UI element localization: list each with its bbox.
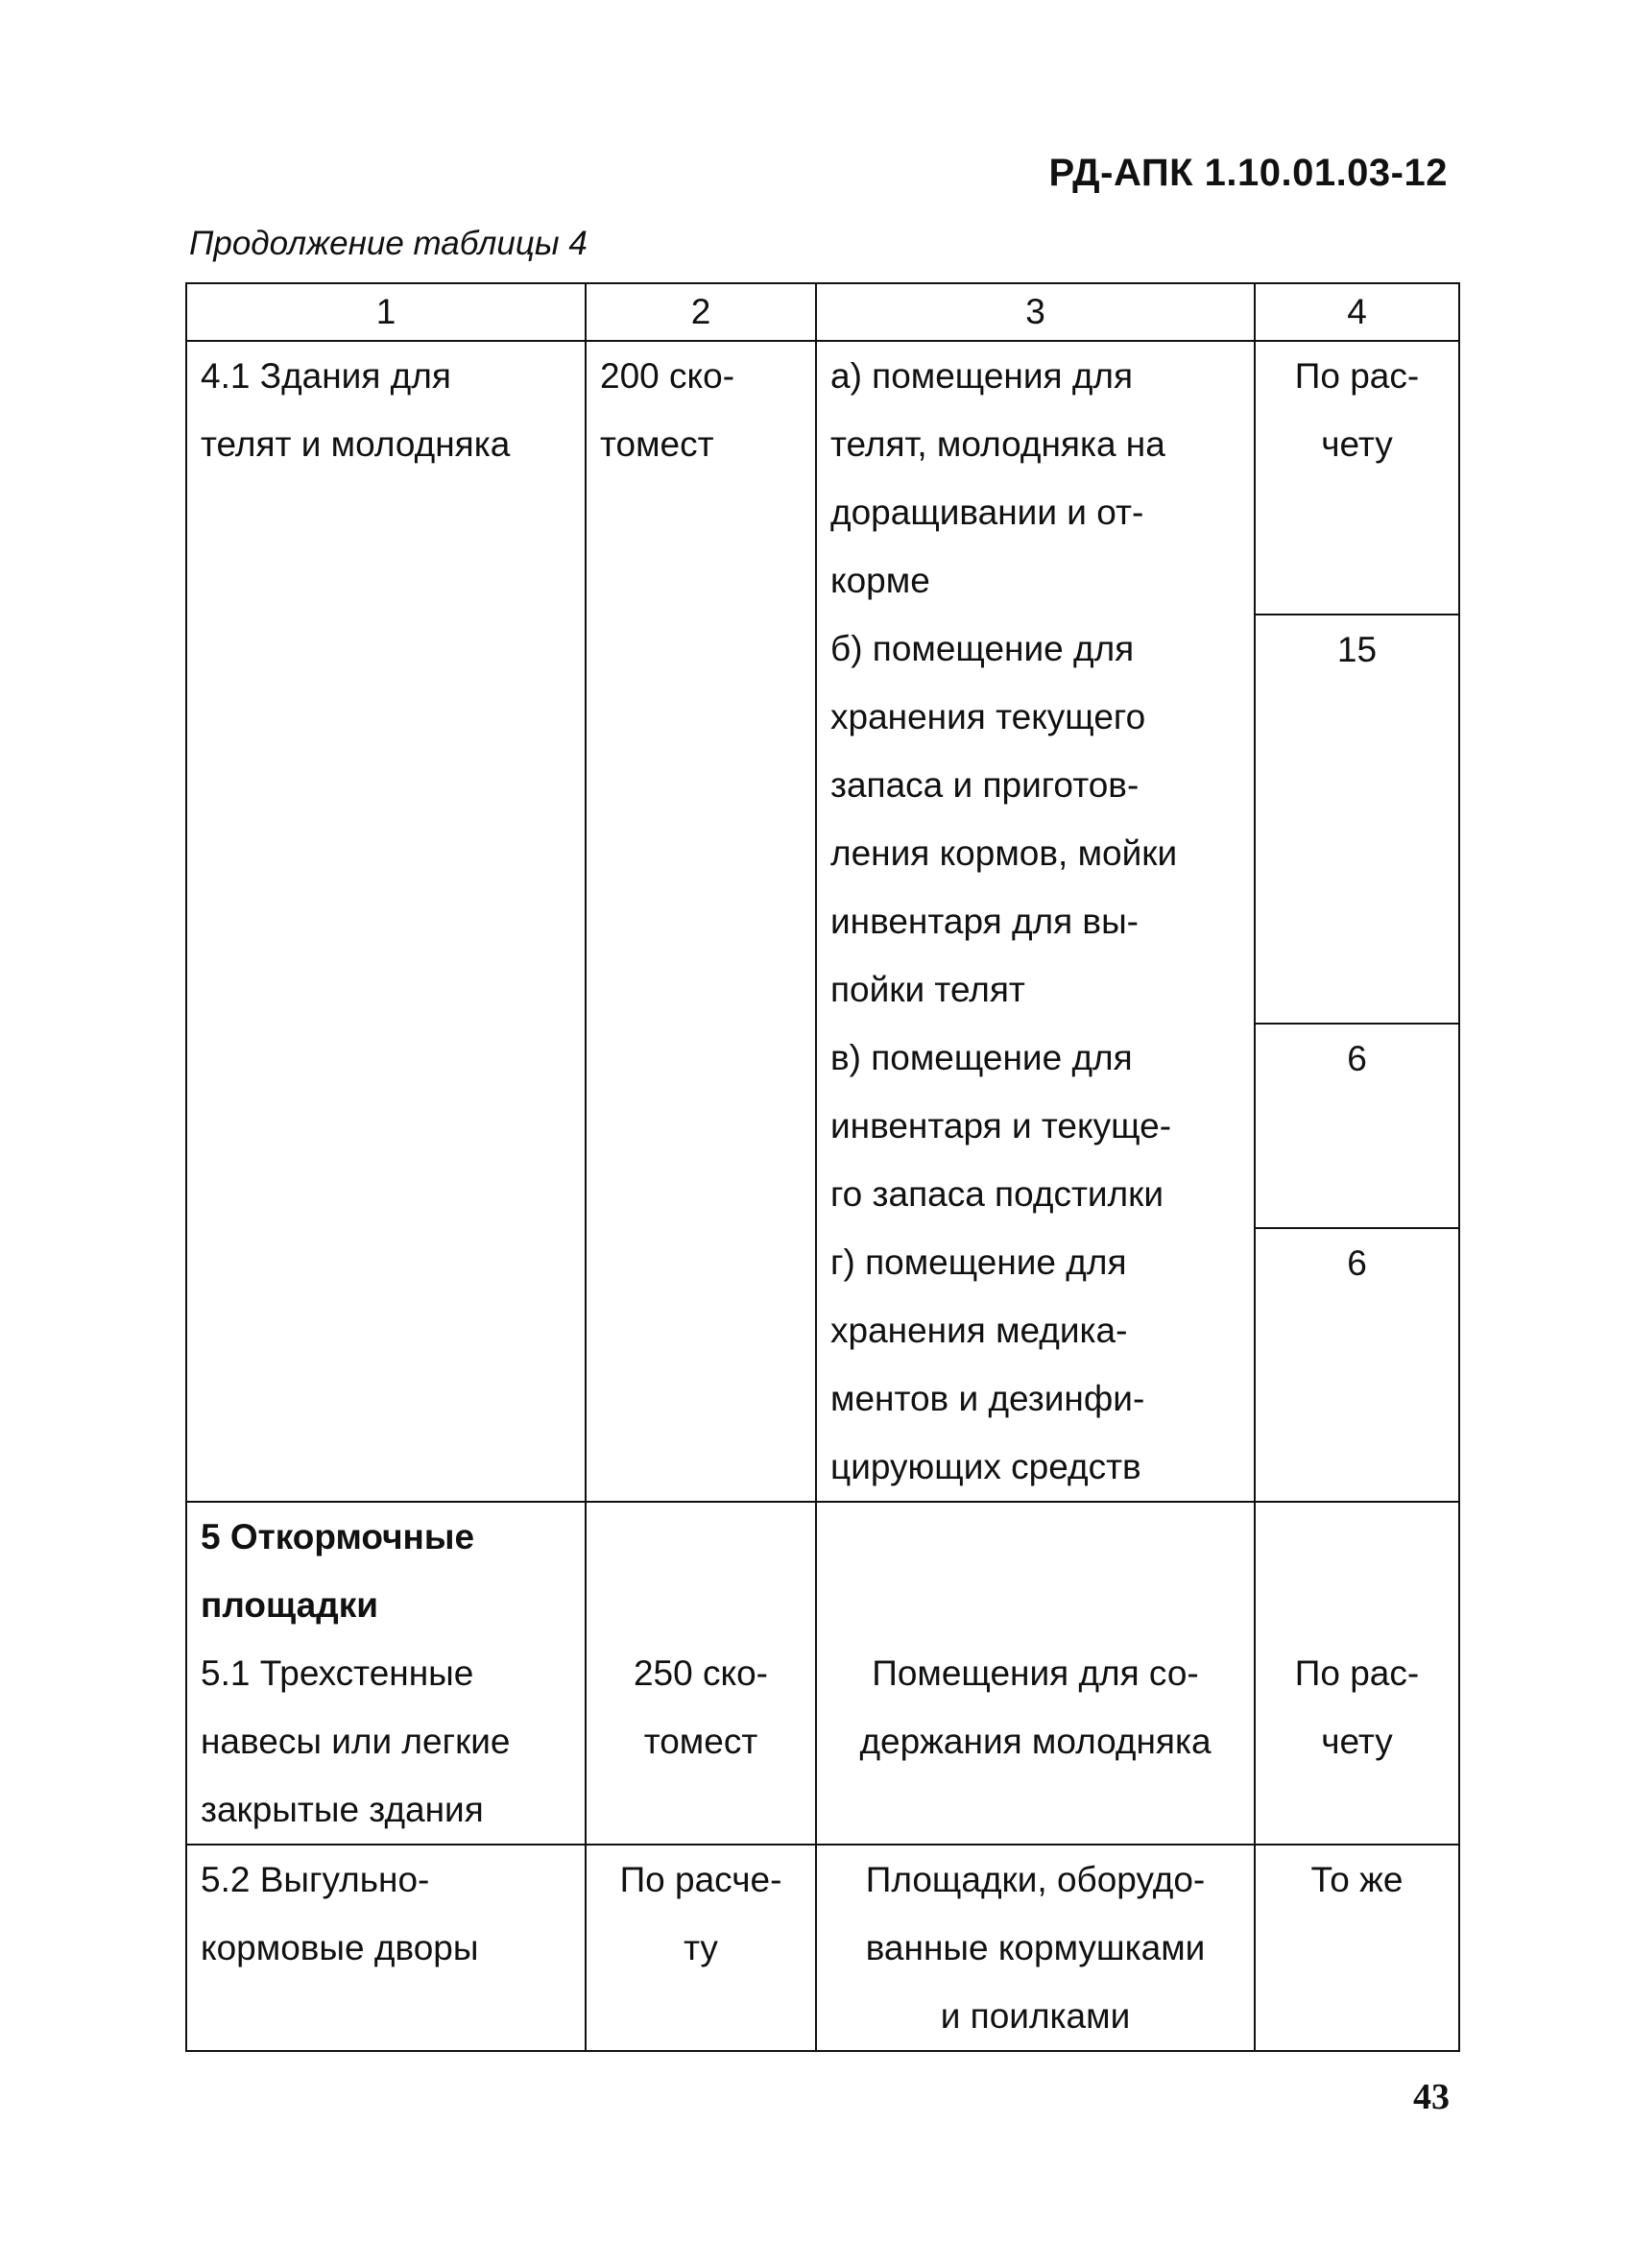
column-header: 4 [1255, 283, 1459, 341]
building-type-cell: 5 Откормочные площадки 5.1 Трехстенные навесы или легкие закрытые здания [186, 1502, 586, 1845]
column-header: 2 [586, 283, 816, 341]
column-header: 3 [816, 283, 1255, 341]
room-description-cell: г) помещение для хранения медика- ментов и дезинфи- цирующих средств [816, 1228, 1255, 1502]
building-type-cell: 5.2 Выгульно- кормовые дворы [186, 1845, 586, 2051]
room-description-cell: в) помещение для инвентаря и текуще- го запаса подстилки [816, 1024, 1255, 1228]
document-code: РД-АПК 1.10.01.03-12 [1048, 152, 1448, 194]
page-number: 43 [1413, 2077, 1450, 2117]
requirements-table [185, 282, 1460, 2052]
area-value-cell: По рас- чету [1255, 1502, 1459, 1845]
area-value-cell: 15 [1255, 615, 1459, 1024]
area-value-cell: По рас- чету [1255, 341, 1459, 615]
room-description-cell: Площадки, оборудо- ванные кормушками и поилками [816, 1845, 1255, 2051]
section-title: площадки [201, 1585, 378, 1625]
building-type-cell: 4.1 Здания для телят и молодняка [186, 341, 586, 1502]
table-header-row [186, 283, 1459, 341]
table-row [186, 1502, 1459, 1845]
capacity-cell: По расче- ту [586, 1845, 816, 2051]
table-row [186, 341, 1459, 615]
capacity-cell: 200 ско- томест [586, 341, 816, 1502]
area-value-cell: 6 [1255, 1024, 1459, 1228]
column-header: 1 [186, 283, 586, 341]
section-title: 5 Откормочные [201, 1517, 475, 1556]
room-description-cell: а) помещения для телят, молодняка на доращивании и от- корме [816, 341, 1255, 615]
room-description-cell: б) помещение для хранения текущего запаса и приготов- ления кормов, мойки инвентаря для вы- пойки телят [816, 615, 1255, 1024]
area-value-cell: 6 [1255, 1228, 1459, 1502]
area-value-cell: То же [1255, 1845, 1459, 2051]
room-description-cell: Помещения для со- держания молодняка [816, 1502, 1255, 1845]
table-row [186, 1845, 1459, 2051]
table-caption: Продолжение таблицы 4 [189, 225, 588, 262]
capacity-cell: 250 ско- томест [586, 1502, 816, 1845]
